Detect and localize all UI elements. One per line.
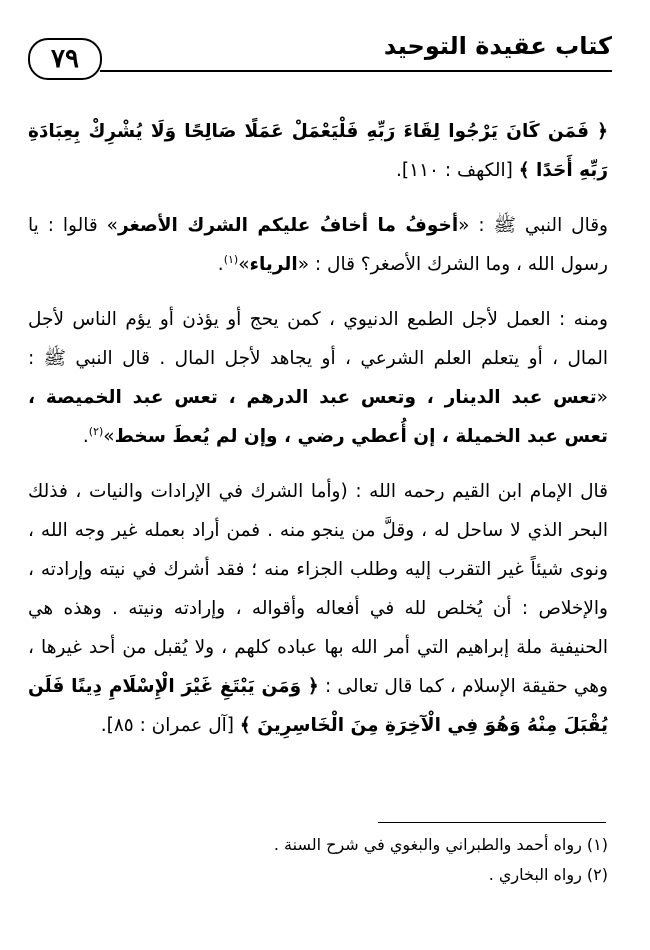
hadith-text: أخوفُ ما أخافُ عليكم الشرك الأصغر xyxy=(117,215,459,236)
hadith-close: » xyxy=(103,426,115,447)
footnote-1: (١) رواه أحمد والطبراني والبغوي في شرح السنة . xyxy=(273,835,608,854)
hadith-text: تعس عبد الدينار ، وتعس عبد الدرهم ، تعس عبد الخميصة ، تعس عبد الخميلة ، إن أُعطي رضي ، وإن لم يُعطَ سخط xyxy=(28,387,608,447)
footnotes xyxy=(28,830,608,890)
paragraph-hadith-riya xyxy=(28,206,608,284)
page-header xyxy=(20,28,612,84)
verse-reference: [آل عمران : ٨٥]. xyxy=(100,715,235,736)
paragraph-quran-kahf xyxy=(28,112,608,190)
quran-verse: ﴿ وَمَن يَبْتَغِ غَيْرَ الْإِسْلَامِ دِينًا فَلَن يُقْبَلَ مِنْهُ وَهُوَ فِي الْآخِرَةِ مِنَ الْخَاسِرِينَ ﴾ xyxy=(28,676,608,736)
sentence-end: . xyxy=(82,426,89,447)
book-title: كتاب عقيدة التوحيد xyxy=(383,32,612,60)
page-number: ٧٩ xyxy=(28,38,102,80)
sentence-end: . xyxy=(217,254,224,275)
hadith-close: » xyxy=(238,254,250,275)
footnote-marker-2: (٢) xyxy=(88,424,104,438)
paragraph-ibn-qayyim xyxy=(28,472,608,745)
hadith-mid: » قالوا : يا رسول الله ، وما الشرك الأصغر؟ قال : « xyxy=(28,215,608,275)
header-rule xyxy=(100,70,612,72)
main-text xyxy=(28,112,608,761)
verse-reference: [الكهف : ١١٠]. xyxy=(396,160,513,181)
paragraph-text: قال الإمام ابن القيم رحمه الله : (وأما الشرك في الإرادات والنيات ، فذلك البحر الذي لا ساحل له ، وقلَّ من ينجو منه . فمن أراد بعمله غير وجه الله ، ونوى شيئاً غير التقرب إليه وطلب الجزاء منه ؛ فقد أشرك في نيته وإرادته ، والإخلاص : أن يُخلص لله في أفعاله وأقواله ، وإرادته ونيته . وهذه هي الحنيفية ملة إبراهيم التي أمر الله بها عباده كلهم ، ولا يُقبل من أحد غيرها ، وهي حقيقة الإسلام ، كما قال تعالى : xyxy=(28,481,608,697)
hadith-intro: وقال النبي ﷺ : « xyxy=(458,215,608,236)
footnote-divider xyxy=(378,822,606,823)
footnote-2: (٢) رواه البخاري . xyxy=(488,865,608,884)
quran-verse: ﴿ فَمَن كَانَ يَرْجُوا لِقَاءَ رَبِّهِ فَلْيَعْمَلْ عَمَلًا صَالِحًا وَلَا يُشْرِكْ بِعِبَادَةِ رَبِّهِ أَحَدًا ﴾ xyxy=(28,121,608,181)
paragraph-text: ومنه : العمل لأجل الطمع الدنيوي ، كمن يحج أو يؤذن أو يؤم الناس لأجل المال ، أو يتعلم العلم الشرعي ، أو يجاهد لأجل المال . قال النبي ﷺ : « xyxy=(28,309,608,408)
hadith-answer: الرياء xyxy=(249,254,298,275)
paragraph-worldly-intent xyxy=(28,300,608,456)
footnote-marker-1: (١) xyxy=(223,252,239,266)
